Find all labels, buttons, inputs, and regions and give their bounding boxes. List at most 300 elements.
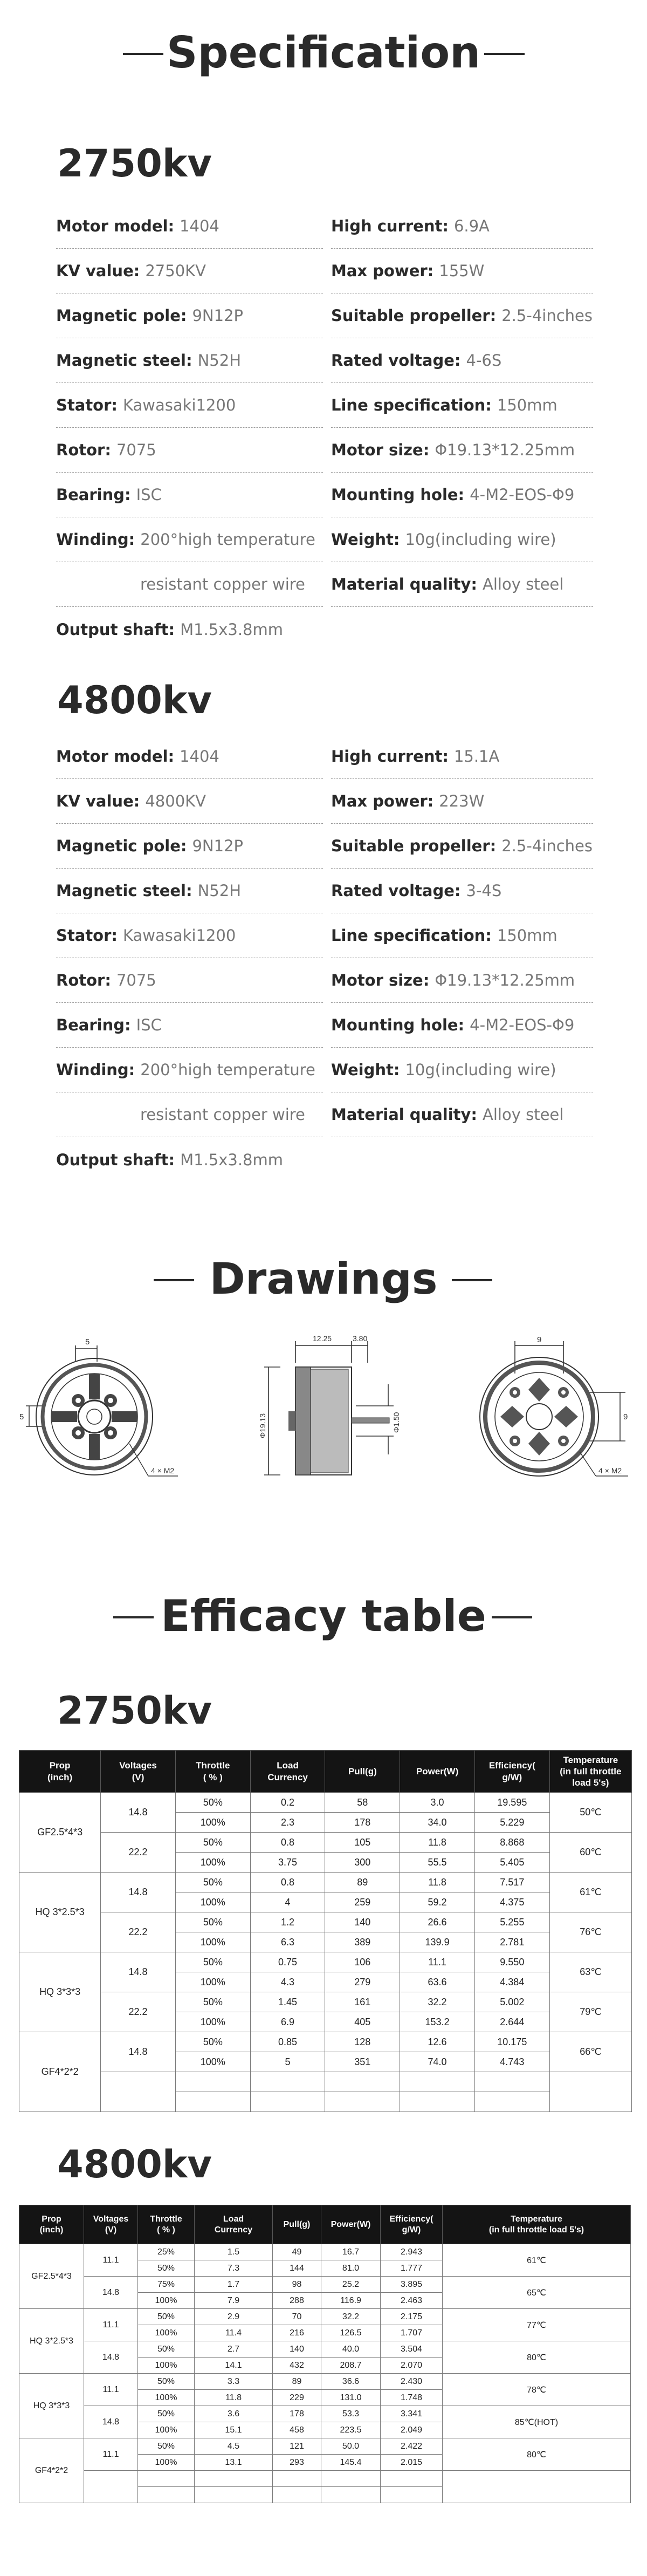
cell-temperature: 79℃ [549, 1992, 631, 2032]
cell-throttle: 75% [138, 2277, 195, 2293]
cell-temperature: 66℃ [549, 2032, 631, 2072]
cell-pull: 229 [273, 2390, 321, 2406]
cell-load-currency: 7.3 [195, 2260, 273, 2277]
cell-temperature: 78℃ [443, 2374, 631, 2406]
spec-value: Φ19.13*12.25mm [435, 971, 575, 989]
cell-voltage: 11.1 [84, 2438, 138, 2471]
spec-label: Motor model: [56, 747, 175, 766]
cell-power: 116.9 [321, 2293, 381, 2309]
spec-value: N52H [197, 882, 241, 900]
cell-load-currency: 6.9 [250, 2012, 325, 2032]
cell-power: 126.5 [321, 2325, 381, 2341]
cell-power: 63.6 [400, 1972, 475, 1992]
spec-value: 2.5-4inches [501, 306, 593, 325]
table-row [19, 1992, 632, 2012]
cell-efficiency [381, 2487, 443, 2503]
spec-high-current [331, 734, 593, 779]
cell-load-currency: 6.3 [250, 1932, 325, 1952]
cell-throttle: 50% [175, 2032, 250, 2052]
cell-power [321, 2471, 381, 2487]
cell-load-currency: 3.3 [195, 2374, 273, 2390]
cell-load-currency: 1.45 [250, 1992, 325, 2012]
cell-efficiency: 2.781 [474, 1932, 549, 1952]
cell-throttle [138, 2471, 195, 2487]
cell-prop: GF4*2*2 [19, 2438, 84, 2503]
spec-row [56, 869, 593, 913]
cell-voltage: 14.8 [84, 2341, 138, 2374]
cell-load-currency: 1.2 [250, 1912, 325, 1932]
cell-efficiency: 4.743 [474, 2052, 549, 2072]
cell-temperature: 65℃ [443, 2277, 631, 2309]
spec-label: Motor size: [331, 971, 430, 989]
cell-efficiency: 1.707 [381, 2325, 443, 2341]
header-row [19, 1751, 632, 1793]
header-power: Power(W) [400, 1751, 475, 1793]
cell-pull: 300 [325, 1853, 400, 1873]
spec-bearing [56, 473, 323, 517]
spec-value: 200°high temperature [140, 530, 315, 549]
spec-label: Weight: [331, 1061, 400, 1079]
cell-power [400, 2072, 475, 2092]
cell-efficiency: 7.517 [474, 1873, 549, 1892]
cell-efficiency: 1.777 [381, 2260, 443, 2277]
spec-magnetic-pole [56, 824, 323, 869]
cell-throttle: 100% [175, 2012, 250, 2032]
spec-value: 9N12P [192, 306, 244, 325]
spec-label: Material quality: [331, 1105, 478, 1124]
cell-throttle: 50% [138, 2341, 195, 2358]
cell-throttle: 100% [175, 1932, 250, 1952]
cell-power: 16.7 [321, 2244, 381, 2260]
cell-voltage: 11.1 [84, 2374, 138, 2406]
cell-power: 11.1 [400, 1952, 475, 1972]
cell-efficiency: 10.175 [474, 2032, 549, 2052]
efficacy-2750kv-section [0, 1659, 647, 2112]
cell-power: 74.0 [400, 2052, 475, 2072]
cell-power: 145.4 [321, 2455, 381, 2471]
cell-power: 25.2 [321, 2277, 381, 2293]
spec-suitable-propeller [331, 293, 593, 338]
cell-temperature: 61℃ [549, 1873, 631, 1912]
spec-row [56, 1092, 593, 1137]
side-view-drawing [237, 1330, 421, 1503]
cell-temperature: 63℃ [549, 1952, 631, 1992]
spec-value: 10g(including wire) [405, 1061, 556, 1079]
front-mount-note: 4 × M2 [151, 1466, 175, 1475]
spec-row [56, 517, 593, 562]
header-throttle: Throttle ( % ) [138, 2205, 195, 2244]
spec-value: 15.1A [453, 747, 500, 766]
cell-throttle: 50% [138, 2406, 195, 2422]
model-title: 4800kv [57, 2142, 212, 2186]
cell-efficiency: 5.405 [474, 1853, 549, 1873]
cell-throttle: 100% [138, 2325, 195, 2341]
spec-grid [56, 734, 593, 1182]
header-efficiency: Efficiency( g/W) [474, 1751, 549, 1793]
side-dim-shaft-diameter: Φ1.50 [392, 1412, 401, 1433]
spec-label: Rotor: [56, 971, 111, 989]
spec-value: resistant copper wire [140, 1105, 305, 1124]
heading-rule-right [492, 1616, 532, 1618]
spec-magnetic-steel [56, 338, 323, 383]
spec-material-quality [331, 562, 593, 607]
spec-value: resistant copper wire [140, 575, 305, 593]
cell-pull: 293 [273, 2455, 321, 2471]
spec-magnetic-pole [56, 293, 323, 338]
cell-efficiency: 2.049 [381, 2422, 443, 2438]
spec-row [56, 958, 593, 1003]
spec-value: Kawasaki1200 [123, 926, 236, 945]
header-temperature: Temperature (in full throttle load 5's) [549, 1751, 631, 1793]
cell-voltage: 22.2 [101, 1833, 176, 1873]
cell-power: 11.8 [400, 1873, 475, 1892]
cell-pull: 105 [325, 1833, 400, 1853]
cell-temperature: 85℃(HOT) [443, 2406, 631, 2438]
table-row [19, 2072, 632, 2092]
spec-mounting-hole [331, 473, 593, 517]
cell-efficiency: 2.943 [381, 2244, 443, 2260]
drawings-heading [0, 1236, 647, 1322]
spec-value: 6.9A [453, 217, 490, 235]
cell-power: 36.6 [321, 2374, 381, 2390]
cell-throttle: 100% [138, 2293, 195, 2309]
spec-motor-model [56, 204, 323, 249]
spec-value: 150mm [497, 926, 557, 945]
header-load-currency: Load Currency [195, 2205, 273, 2244]
back-dim-right: 9 [623, 1412, 628, 1422]
cell-power: 53.3 [321, 2406, 381, 2422]
spec-row [56, 913, 593, 958]
table-row [19, 1793, 632, 1813]
spec-grid [56, 204, 593, 652]
model-title: 2750kv [57, 141, 212, 186]
cell-power: 131.0 [321, 2390, 381, 2406]
header-throttle: Throttle ( % ) [175, 1751, 250, 1793]
cell-throttle [138, 2487, 195, 2503]
cell-throttle [175, 2092, 250, 2112]
spec-label: Bearing: [56, 1016, 131, 1034]
spec-value: 4-M2-EOS-Φ9 [470, 486, 575, 504]
spec-label: Mounting hole: [331, 486, 465, 504]
spec-value: 7075 [116, 971, 156, 989]
spec-value: 2.5-4inches [501, 837, 593, 855]
efficacy-table [19, 1750, 632, 2112]
efficacy-4800kv-section [0, 2112, 647, 2503]
cell-load-currency: 14.1 [195, 2358, 273, 2374]
spec-line-specification [331, 913, 593, 958]
spec-row [56, 383, 593, 428]
cell-temperature: 61℃ [443, 2244, 631, 2277]
table-row [19, 2244, 631, 2260]
spec-value: ISC [136, 486, 162, 504]
cell-efficiency [474, 2092, 549, 2112]
spec-value: 7075 [116, 441, 156, 459]
spec-value: 4800KV [145, 792, 207, 810]
spec-label: Winding: [56, 1061, 135, 1079]
spec-stator [56, 913, 323, 958]
spec-label: Line specification: [331, 396, 492, 414]
spec-label: Material quality: [331, 575, 478, 593]
cell-efficiency [381, 2471, 443, 2487]
cell-pull [325, 2072, 400, 2092]
table-row [19, 2406, 631, 2422]
cell-efficiency: 5.002 [474, 1992, 549, 2012]
cell-temperature: 76℃ [549, 1912, 631, 1952]
cell-throttle: 100% [138, 2422, 195, 2438]
cell-power [321, 2487, 381, 2503]
spec-magnetic-steel [56, 869, 323, 913]
cell-efficiency: 19.595 [474, 1793, 549, 1813]
cell-throttle: 100% [138, 2390, 195, 2406]
cell-voltage: 14.8 [84, 2406, 138, 2438]
spec-value: 10g(including wire) [405, 530, 556, 549]
spec-label: Bearing: [56, 486, 131, 504]
table-row [19, 2438, 631, 2455]
cell-power: 3.0 [400, 1793, 475, 1813]
cell-throttle: 100% [175, 1813, 250, 1833]
spec-value: 200°high temperature [140, 1061, 315, 1079]
spec-label: Max power: [331, 792, 434, 810]
cell-pull: 70 [273, 2309, 321, 2325]
cell-pull: 49 [273, 2244, 321, 2260]
table-row [19, 1833, 632, 1853]
spec-value: 4-6S [466, 351, 502, 370]
cell-pull: 89 [273, 2374, 321, 2390]
spec-rated-voltage [331, 869, 593, 913]
specification-title: Specification [166, 28, 481, 78]
cell-pull: 178 [325, 1813, 400, 1833]
cell-pull: 144 [273, 2260, 321, 2277]
cell-efficiency: 2.015 [381, 2455, 443, 2471]
spec-line-specification [331, 383, 593, 428]
cell-power: 32.2 [321, 2309, 381, 2325]
spec-output-shaft [56, 1137, 323, 1182]
spec-winding [56, 1048, 323, 1092]
cell-load-currency: 2.9 [195, 2309, 273, 2325]
cell-load-currency: 4 [250, 1892, 325, 1912]
header-prop: Prop (inch) [19, 1751, 101, 1793]
cell-load-currency: 0.8 [250, 1873, 325, 1892]
spec-label: High current: [331, 217, 449, 235]
spec-row [56, 293, 593, 338]
spec-max-power [331, 249, 593, 293]
header-pull: Pull(g) [325, 1751, 400, 1793]
cell-pull: 279 [325, 1972, 400, 1992]
cell-voltage: 11.1 [84, 2244, 138, 2277]
page-bottom-spacer [0, 2503, 647, 2546]
spec-row [56, 779, 593, 824]
spec-label: Winding: [56, 530, 135, 549]
cell-power: 40.0 [321, 2341, 381, 2358]
cell-load-currency: 7.9 [195, 2293, 273, 2309]
cell-load-currency: 0.85 [250, 2032, 325, 2052]
cell-power: 50.0 [321, 2438, 381, 2455]
cell-pull: 405 [325, 2012, 400, 2032]
efficacy-heading [0, 1573, 647, 1659]
heading-rule-right [452, 1279, 492, 1281]
cell-voltage: 14.8 [101, 2032, 176, 2072]
spec-value: 1404 [180, 217, 219, 235]
cell-load-currency: 1.7 [195, 2277, 273, 2293]
cell-voltage: 14.8 [101, 1873, 176, 1912]
cell-pull: 216 [273, 2325, 321, 2341]
cell-prop: HQ 3*3*3 [19, 2374, 84, 2438]
spec-value: ISC [136, 1016, 162, 1034]
cell-load-currency: 11.8 [195, 2390, 273, 2406]
cell-efficiency: 2.430 [381, 2374, 443, 2390]
cell-throttle: 100% [138, 2358, 195, 2374]
cell-pull: 288 [273, 2293, 321, 2309]
table-row [19, 2309, 631, 2325]
spec-rated-voltage [331, 338, 593, 383]
model-title: 2750kv [57, 1689, 212, 1733]
spec-kv-value [56, 779, 323, 824]
model-4800kv-section [0, 652, 647, 1182]
spec-value: 223W [439, 792, 485, 810]
cell-pull: 140 [273, 2341, 321, 2358]
header-load-currency: Load Currency [250, 1751, 325, 1793]
spec-value: 3-4S [466, 882, 502, 900]
spec-label: Weight: [331, 530, 400, 549]
cell-temperature [443, 2471, 631, 2503]
cell-power: 26.6 [400, 1912, 475, 1932]
cell-pull [273, 2487, 321, 2503]
front-dim-left: 5 [19, 1412, 24, 1422]
spec-label: Mounting hole: [331, 1016, 465, 1034]
cell-pull: 121 [273, 2438, 321, 2455]
cell-power: 59.2 [400, 1892, 475, 1912]
cell-temperature: 77℃ [443, 2309, 631, 2341]
spec-weight [331, 517, 593, 562]
cell-pull: 259 [325, 1892, 400, 1912]
spec-row [56, 1137, 593, 1182]
table-row [19, 2374, 631, 2390]
cell-throttle [175, 2072, 250, 2092]
cell-load-currency [250, 2072, 325, 2092]
cell-pull: 161 [325, 1992, 400, 2012]
spec-rotor [56, 428, 323, 473]
cell-efficiency: 2.070 [381, 2358, 443, 2374]
cell-power: 32.2 [400, 1992, 475, 2012]
cell-prop: GF4*2*2 [19, 2032, 101, 2112]
spec-value: 150mm [497, 396, 557, 414]
spec-row [56, 824, 593, 869]
spec-label: Magnetic pole: [56, 837, 187, 855]
header-voltages: Voltages (V) [84, 2205, 138, 2244]
cell-power: 139.9 [400, 1932, 475, 1952]
cell-pull: 432 [273, 2358, 321, 2374]
cell-pull [325, 2092, 400, 2112]
cell-efficiency [474, 2072, 549, 2092]
cell-throttle: 50% [138, 2438, 195, 2455]
cell-efficiency: 5.229 [474, 1813, 549, 1833]
spec-label: Suitable propeller: [331, 306, 497, 325]
cell-voltage: 14.8 [101, 1793, 176, 1833]
spec-row [56, 1048, 593, 1092]
side-dim-diameter: Φ19.13 [258, 1413, 267, 1438]
cell-pull: 140 [325, 1912, 400, 1932]
cell-load-currency: 2.3 [250, 1813, 325, 1833]
spec-row [56, 473, 593, 517]
cell-voltage [101, 2072, 176, 2112]
spec-label: Stator: [56, 926, 118, 945]
table-header [19, 1751, 632, 1793]
cell-efficiency: 4.375 [474, 1892, 549, 1912]
spec-suitable-propeller [331, 824, 593, 869]
spec-high-current [331, 204, 593, 249]
spec-label: Stator: [56, 396, 118, 414]
cell-load-currency: 0.2 [250, 1793, 325, 1813]
spec-label: Motor size: [331, 441, 430, 459]
cell-load-currency: 0.8 [250, 1833, 325, 1853]
table-row [19, 2471, 631, 2487]
header-prop: Prop (inch) [19, 2205, 84, 2244]
cell-load-currency: 3.75 [250, 1853, 325, 1873]
spec-stator [56, 383, 323, 428]
back-mount-note: 4 × M2 [598, 1466, 622, 1475]
cell-throttle: 100% [175, 2052, 250, 2072]
cell-temperature: 80℃ [443, 2341, 631, 2374]
model-title: 4800kv [57, 678, 212, 722]
spec-output-shaft [56, 607, 323, 652]
spec-row [56, 249, 593, 293]
spec-winding [56, 517, 323, 562]
cell-power: 11.8 [400, 1833, 475, 1853]
cell-load-currency: 4.5 [195, 2438, 273, 2455]
spec-value: M1.5x3.8mm [180, 1150, 283, 1169]
spec-row [56, 734, 593, 779]
spec-label: Output shaft: [56, 1150, 175, 1169]
spec-value: 4-M2-EOS-Φ9 [470, 1016, 575, 1034]
spec-label: Line specification: [331, 926, 492, 945]
spec-motor-size [331, 958, 593, 1003]
spec-label: Magnetic steel: [56, 351, 192, 370]
spec-winding-continued [56, 1092, 323, 1137]
cell-load-currency: 0.75 [250, 1952, 325, 1972]
table-row [19, 1952, 632, 1972]
spec-value: 9N12P [192, 837, 244, 855]
cell-throttle: 100% [175, 1972, 250, 1992]
cell-power: 81.0 [321, 2260, 381, 2277]
header-temperature: Temperature (in full throttle load 5's) [443, 2205, 631, 2244]
cell-load-currency: 5 [250, 2052, 325, 2072]
efficacy-title: Efficacy table [161, 1591, 486, 1641]
cell-voltage: 14.8 [84, 2277, 138, 2309]
table-header [19, 2205, 631, 2244]
cell-throttle: 100% [138, 2455, 195, 2471]
cell-throttle: 50% [138, 2260, 195, 2277]
back-view-drawing [464, 1330, 642, 1503]
spec-label: Motor model: [56, 217, 175, 235]
spec-label: Magnetic steel: [56, 882, 192, 900]
cell-efficiency: 3.895 [381, 2277, 443, 2293]
cell-throttle: 25% [138, 2244, 195, 2260]
cell-pull: 106 [325, 1952, 400, 1972]
cell-load-currency [195, 2487, 273, 2503]
cell-voltage: 14.8 [101, 1952, 176, 1992]
cell-load-currency: 2.7 [195, 2341, 273, 2358]
efficacy-table [19, 2205, 631, 2503]
technical-drawings [0, 1330, 647, 1514]
spec-motor-model [56, 734, 323, 779]
table-row [19, 2277, 631, 2293]
cell-throttle: 50% [175, 1873, 250, 1892]
spec-label: High current: [331, 747, 449, 766]
cell-load-currency: 13.1 [195, 2455, 273, 2471]
cell-power: 55.5 [400, 1853, 475, 1873]
cell-power: 12.6 [400, 2032, 475, 2052]
cell-efficiency: 5.255 [474, 1912, 549, 1932]
